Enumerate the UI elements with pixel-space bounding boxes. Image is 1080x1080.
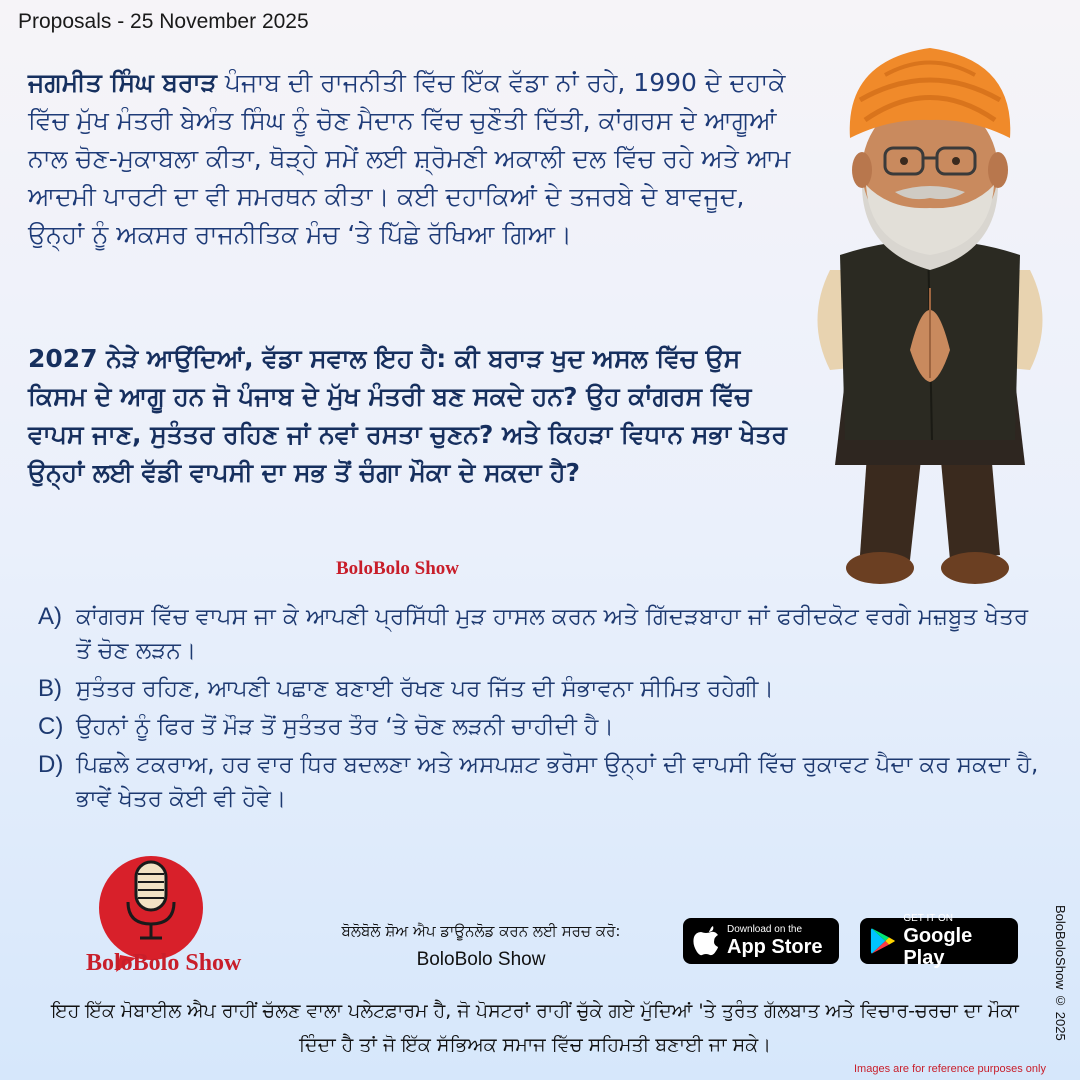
intro-paragraph	[28, 64, 798, 254]
app-name: BoloBolo Show	[416, 949, 546, 970]
option-letter: A)	[38, 603, 62, 630]
option-d[interactable]	[38, 748, 1048, 816]
option-b[interactable]	[38, 672, 1048, 706]
app-store-badge[interactable]	[683, 918, 839, 964]
header-date: Proposals - 25 November 2025	[18, 10, 309, 33]
option-letter: B)	[38, 675, 62, 702]
google-play-text	[903, 913, 1008, 969]
app-store-big: App Store	[727, 936, 823, 958]
side-credit: BoloBoloShow © 2025	[1053, 905, 1068, 1041]
logo-text: BoloBolo Show	[86, 950, 242, 976]
google-play-icon	[870, 926, 895, 956]
google-play-big: Google Play	[903, 925, 973, 969]
option-c[interactable]	[38, 710, 1048, 744]
app-store-small: Download on the	[727, 924, 803, 935]
intro-name: ਜਗਮੀਤ ਸਿੰਘ ਬਰਾੜ	[28, 68, 217, 97]
option-text: ਉਹਨਾਂ ਨੂੰ ਫਿਰ ਤੋਂ ਮੌੜ ਤੋਂ ਸੁਤੰਤਰ ਤੌਰ ‘ਤੇ ਚੋਣ ਲੜਨੀ ਚਾਹੀਦੀ ਹੈ।	[76, 714, 614, 740]
app-search-hint: ਬੋਲੋਬੋਲੋ ਸ਼ੋਅ ਐਪ ਡਾਊਨਲੋਡ ਕਰਨ ਲਈ ਸਰਚ ਕਰੋ:	[341, 922, 621, 940]
option-letter: D)	[38, 751, 64, 778]
intro-text: ਪੰਜਾਬ ਦੀ ਰਾਜਨੀਤੀ ਵਿੱਚ ਇੱਕ ਵੱਡਾ ਨਾਂ ਰਹੇ, 1990 ਦੇ ਦਹਾਕੇ ਵਿੱਚ ਮੁੱਖ ਮੰਤਰੀ ਬੇਅੰਤ ਸਿੰਘ ਨੂੰ ਚੋਣ ਮੈਦਾਨ ਵਿੱਚ ਚੁਣੌਤੀ ਦਿੱਤੀ, ਕਾਂਗਰਸ ਦੇ ਆਗੂਆਂ ਨਾਲ ਚੋਣ-ਮੁਕਾਬਲਾ ਕੀਤਾ, ਥੋੜ੍ਹੇ ਸਮੇਂ ਲਈ ਸ਼੍ਰੋਮਣੀ ਅਕਾਲੀ ਦਲ ਵਿੱਚ ਰਹੇ ਅਤੇ ਆਮ ਆਦਮੀ ਪਾਰਟੀ ਦਾ ਵੀ ਸਮਰਥਨ ਕੀਤਾ। ਕਈ ਦਹਾਕਿਆਂ ਦੇ ਤਜਰਬੇ ਦੇ ਬਾਵਜੂਦ, ਉਨ੍ਹਾਂ ਨੂੰ ਅਕਸਰ ਰਾਜਨੀਤਿਕ ਮੰਚ ‘ਤੇ ਪਿੱਛੇ ਰੱਖਿਆ ਗਿਆ।	[28, 68, 791, 249]
options-list	[38, 600, 1048, 820]
disclaimer: Images are for reference purposes only	[854, 1063, 1046, 1075]
option-text: ਸੁਤੰਤਰ ਰਹਿਣ, ਆਪਣੀ ਪਛਾਣ ਬਣਾਈ ਰੱਖਣ ਪਰ ਜਿੱਤ ਦੀ ਸੰਭਾਵਨਾ ਸੀਮਿਤ ਰਹੇਗੀ।	[76, 676, 774, 702]
google-play-badge[interactable]	[860, 913, 1018, 969]
option-a[interactable]	[38, 600, 1048, 668]
option-letter: C)	[38, 713, 64, 740]
footer-description: ਇਹ ਇੱਕ ਮੋਬਾਈਲ ਐਪ ਰਾਹੀਂ ਚੱਲਣ ਵਾਲਾ ਪਲੇਟਫ਼ਾਰਮ ਹੈ, ਜੋ ਪੋਸਟਰਾਂ ਰਾਹੀਂ ਚੁੱਕੇ ਗਏ ਮੁੱਦਿਆਂ 'ਤੇ ਤੁਰੰਤ ਗੱਲਬਾਤ ਅਤੇ ਵਿਚਾਰ-ਚਰਚਾ ਦਾ ਮੌਕਾ ਦਿੰਦਾ ਹੈ ਤਾਂ ਜੋ ਇੱਕ ਸੱਭਿਅਕ ਸਮਾਜ ਵਿੱਚ ਸਹਿਮਤੀ ਬਣਾਈ ਜਾ ਸਕੇ।	[51, 1000, 1019, 1056]
option-text: ਪਿਛਲੇ ਟਕਰਾਅ, ਹਰ ਵਾਰ ਧਿਰ ਬਦਲਣਾ ਅਤੇ ਅਸਪਸ਼ਟ ਭਰੋਸਾ ਉਨ੍ਹਾਂ ਦੀ ਵਾਪਸੀ ਵਿੱਚ ਰੁਕਾਵਟ ਪੈਦਾ ਕਰ ਸਕਦਾ ਹੈ, ਭਾਵੇਂ ਖੇਤਰ ਕੋਈ ਵੀ ਹੋਵੇ।	[76, 752, 1039, 812]
option-text: ਕਾਂਗਰਸ ਵਿੱਚ ਵਾਪਸ ਜਾ ਕੇ ਆਪਣੀ ਪ੍ਰਸਿੱਧੀ ਮੁੜ ਹਾਸਲ ਕਰਨ ਅਤੇ ਗਿੱਦੜਬਾਹਾ ਜਾਂ ਫਰੀਦਕੋਟ ਵਰਗੇ ਮਜ਼ਬੂਤ ਖੇਤਰ ਤੋਂ ਚੋਣ ਲੜਨ।	[76, 604, 1029, 664]
google-play-small: GET IT ON	[903, 913, 953, 924]
question-paragraph: 2027 ਨੇੜੇ ਆਉਂਦਿਆਂ, ਵੱਡਾ ਸਵਾਲ ਇਹ ਹੈ: ਕੀ ਬਰਾੜ ਖੁਦ ਅਸਲ ਵਿੱਚ ਉਸ ਕਿਸਮ ਦੇ ਆਗੂ ਹਨ ਜੋ ਪੰਜਾਬ ਦੇ ਮੁੱਖ ਮੰਤਰੀ ਬਣ ਸਕਦੇ ਹਨ? ਉਹ ਕਾਂਗਰਸ ਵਿੱਚ ਵਾਪਸ ਜਾਣ, ਸੁਤੰਤਰ ਰਹਿਣ ਜਾਂ ਨਵਾਂ ਰਸਤਾ ਚੁਣਨ? ਅਤੇ ਕਿਹੜਾ ਵਿਧਾਨ ਸਭਾ ਖੇਤਰ ਉਨ੍ਹਾਂ ਲਈ ਵੱਡੀ ਵਾਪਸੀ ਦਾ ਸਭ ਤੋਂ ਚੰਗਾ ਮੌਕਾ ਦੇ ਸਕਦਾ ਹੈ?	[28, 344, 788, 487]
app-store-text	[727, 924, 823, 958]
apple-icon	[693, 926, 719, 956]
brand-watermark: BoloBolo Show	[336, 558, 460, 579]
leader-illustration	[790, 20, 1070, 595]
